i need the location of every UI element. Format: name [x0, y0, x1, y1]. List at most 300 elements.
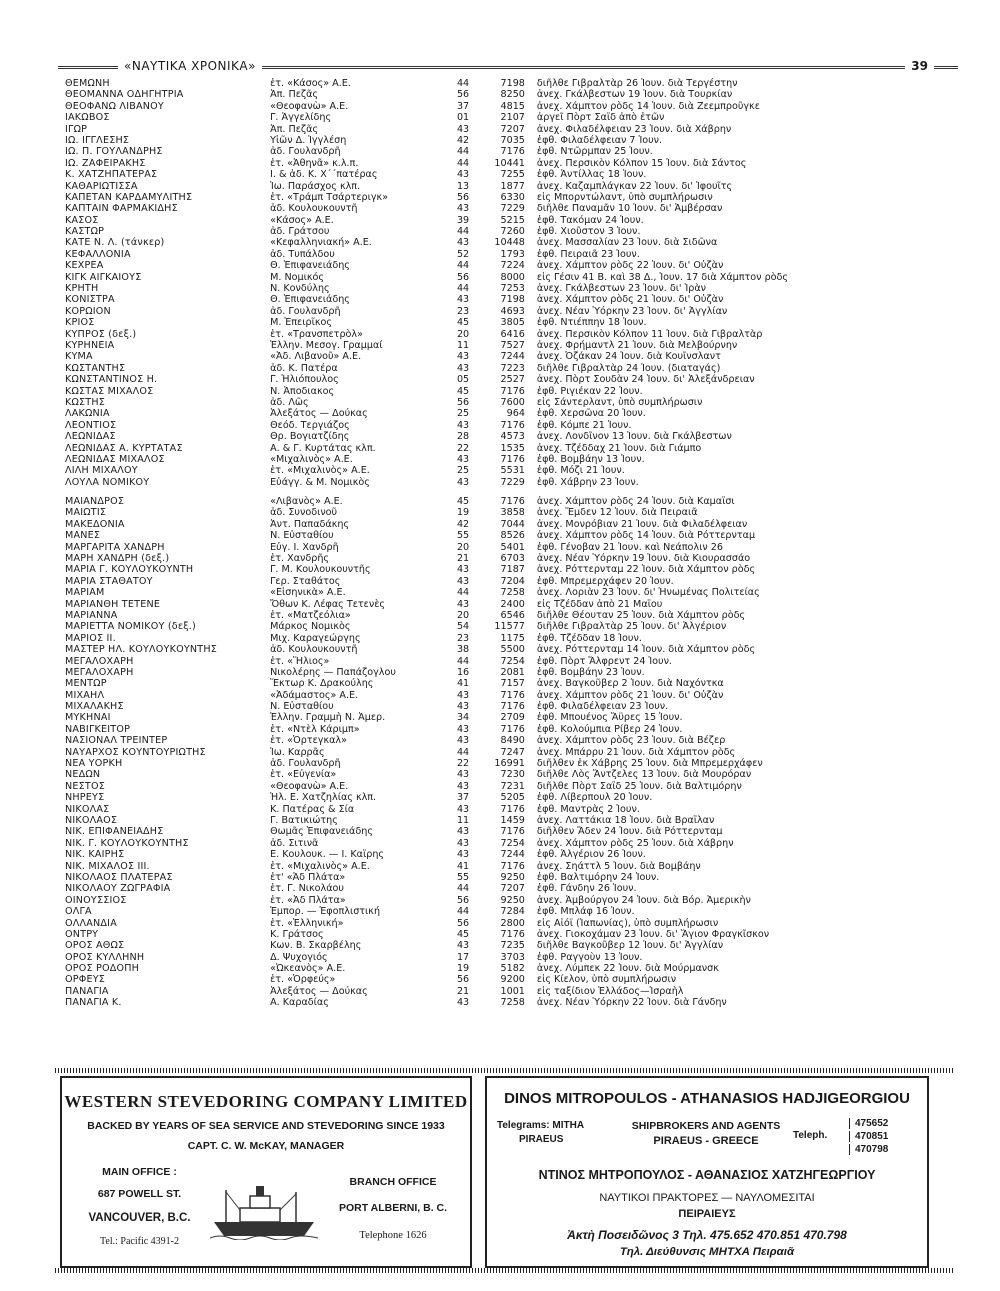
ship-row [65, 89, 965, 100]
ship-owner: ἀδ. Λῶς [270, 396, 309, 408]
ship-name: ΙΩ. Π. ΓΟΥΛΑΝΔΡΗΣ [65, 146, 163, 158]
ship-illustration [210, 1182, 318, 1240]
ship-owner: «Θεοφανὼ» Α.Ε. [270, 100, 349, 112]
ship-row [65, 397, 965, 408]
ship-name: ΜΥΚΗΝΑΙ [65, 712, 111, 724]
ad-main-office-tel: Tel.: Pacific 4391-2 [100, 1236, 179, 1247]
ship-tonnage: 7176 [500, 453, 525, 465]
ship-position: ἐφθ. Μπουένος Ἄϋρες 15 Ἰουν. [536, 712, 683, 724]
ship-name: ΝΙΚ. Γ. ΚΟΥΛΟΥΚΟΥΝΤΗΣ [65, 837, 189, 849]
ship-row [65, 895, 965, 906]
ship-position: ἐφθ. Χερσῶνα 20 Ἰουν. [536, 408, 646, 420]
ship-name: ΝΕΔΩΝ [65, 769, 101, 781]
ship-owner: «Κάσος» Α.Ε. [270, 214, 334, 226]
ship-row [65, 758, 965, 769]
ship-built-year: 16 [456, 666, 470, 678]
ship-row [65, 135, 965, 146]
ad-telegrams-city: PIRAEUS [519, 1134, 564, 1145]
ship-name: ΝΑΒΙΓΚΕΙΤΟΡ [65, 723, 131, 735]
ship-row [65, 124, 965, 135]
ship-name: ΘΕΟΜΑΝΝΑ ΟΔΗΓΗΤΡΙΑ [65, 89, 184, 101]
ship-owner: ἑτ. «Εὐγενία» [270, 769, 337, 781]
ship-tonnage: 7253 [500, 283, 525, 295]
ship-row [65, 519, 965, 530]
ship-tonnage: 11577 [494, 621, 525, 633]
ship-owner: «Ἀδάμαστος» Α.Ε. [270, 689, 359, 701]
ship-row [65, 443, 965, 454]
ship-row [65, 906, 965, 917]
ship-owner: Ε. Κουλουκ. — Ι. Καΐρης [270, 849, 385, 861]
ship-row [65, 78, 965, 89]
ship-position: εἰς ταξίδιον Ἑλλάδος—Ἰσραὴλ [536, 985, 684, 997]
ship-tonnage: 1877 [500, 180, 525, 192]
ship-owner: ἑτ. «Ὀρτεγκαλ» [270, 735, 347, 747]
ship-owner: Ν. Κονδύλης [270, 283, 330, 295]
ship-owner: Ἀλεξάτος — Δούκας [270, 408, 368, 420]
ship-built-year: 44 [456, 906, 470, 918]
ship-name: ΚΥΜΑ [65, 351, 93, 363]
ship-name: ΟΝΤΡΥ [65, 928, 99, 940]
ship-name: ΜΑΙΑΝΔΡΟΣ [65, 496, 125, 508]
ship-name: ΚΥΠΡΟΣ (δεξ.) [65, 328, 137, 340]
ship-built-year: 44 [456, 226, 470, 238]
ship-row [65, 826, 965, 837]
ship-tonnage: 5531 [500, 465, 525, 477]
ship-tonnage: 7187 [500, 564, 525, 576]
ship-position: ἀνεχ. Χάμπτον ρὸδς 23 Ἰουν. διὰ Βέζερ [536, 735, 726, 747]
ship-owner: ἀδ. Συνοδινοῦ [270, 507, 338, 519]
ad-main-office-city: VANCOUVER, B.C. [88, 1212, 191, 1224]
ship-tonnage: 1535 [500, 442, 525, 454]
ship-row [65, 112, 965, 123]
ship-row [65, 260, 965, 271]
ship-name: ΜΑΙΩΤΙΣ [65, 507, 107, 519]
ship-owner: «Κεφαλληνιακή» Α.Ε. [270, 237, 372, 249]
ship-name: ΝΗΡΕΥΣ [65, 792, 105, 804]
ship-position: ἀργεῖ Πὸρτ Σαΐδ ἀπὸ ἐτῶν [536, 112, 665, 124]
ship-owner: ἑτ. «Κάσος» Α.Ε. [270, 78, 351, 89]
ship-name: ΜΕΓΑΛΟΧΑΡΗ [65, 666, 134, 678]
ship-tonnage: 7176 [500, 723, 525, 735]
ad-telegraph-gr: Τηλ. Διεύθυνσις ΜΗΤΧΑ Πειραιᾶ [619, 1246, 795, 1258]
ship-tonnage: 1459 [500, 815, 525, 826]
ship-name: ΜΑΡΙΑΝΝΑ [65, 609, 118, 621]
ship-name: ΚΥΡΗΝΕΙΑ [65, 339, 115, 351]
ship-row [65, 329, 965, 340]
ship-owner: Θεόδ. Τεργιάζος [270, 419, 350, 431]
ship-built-year: 44 [456, 146, 470, 158]
ship-tonnage: 7176 [500, 928, 525, 940]
ship-built-year: 20 [456, 541, 470, 553]
ship-owner: Μιχ. Καραγεώργης [270, 632, 361, 644]
ship-name: ΝΕΣΤΟΣ [65, 780, 105, 792]
ship-built-year: 43 [456, 575, 470, 587]
ship-built-year: 43 [456, 351, 470, 363]
ship-row [65, 724, 965, 735]
ship-built-year: 43 [456, 123, 470, 135]
ship-position: ἀνεχ. Φρήμαντλ 21 Ἰουν. διὰ Μελβούρνην [536, 339, 738, 351]
ship-row [65, 317, 965, 328]
ship-listing [65, 78, 965, 1009]
ship-built-year: 56 [456, 89, 470, 101]
ship-position: ἀνεχ. Γιοκοχάμαν 23 Ἰουν. δι' Ἅγιον Φραγκῖσκον [536, 928, 770, 940]
ship-row [65, 530, 965, 541]
ship-built-year: 45 [456, 928, 470, 940]
ship-position: διῆλθεν ἐκ Χάβρης 25 Ἰουν. διὰ Μπρεμερχάφεν [536, 758, 763, 770]
ship-tonnage: 8490 [500, 735, 525, 747]
ship-tonnage: 7527 [500, 339, 525, 351]
ship-name: ΚΩΝΣΤΑΝΤΙΝΟΣ Η. [65, 374, 158, 386]
ship-position: ἀνεχ. Νέαν Ὑόρκην 23 Ἰουν. δι' Ἀγγλίαν [536, 305, 728, 317]
ad-phone: 470798 [849, 1144, 925, 1155]
ship-name: ΚΟΡΩΙΟΝ [65, 305, 111, 317]
ship-owner: Υἱῶν Δ. Ἰγγλέση [270, 134, 347, 146]
ship-owner: Ἑλλην. Μεσογ. Γραμμαί [270, 339, 383, 351]
ship-row [65, 226, 965, 237]
ship-row [65, 386, 965, 397]
ship-built-year: 37 [456, 792, 470, 804]
ship-built-year: 13 [456, 180, 470, 192]
ship-position: διῆλθε Θέουταν 25 Ἰουν. διὰ Χάμπτον ρὸδς [536, 609, 746, 621]
ship-name: ΜΑΡΙΑ Γ. ΚΟΥΛΟΥΚΟΥΝΤΗ [65, 564, 194, 576]
ship-position: ἀνεχ. Περσικὸν Κόλπον 11 Ἰουν. διὰ Γιβραλτὰρ [536, 328, 763, 340]
ship-name: ΙΓΩΡ [65, 123, 88, 135]
ship-name: ΚΡΙΟΣ [65, 317, 95, 329]
ship-owner: Ι. & ἀδ. Κ. Χ΄΄πατέρας [270, 169, 378, 181]
ship-position: διῆλθε Λὸς Ἄντζελες 13 Ἰουν. διὰ Μουρόραν [536, 769, 752, 781]
ship-name: ΟΙΝΟΥΣΣΙΟΣ [65, 894, 127, 906]
ship-position: ἐφθ. Λίβερπουλ 20 Ἰουν. [536, 792, 653, 804]
ship-owner: Γ. Μ. Κουλουκουντῆς [270, 564, 371, 576]
ship-tonnage: 5205 [500, 792, 525, 804]
ship-built-year: 20 [456, 609, 470, 621]
ship-position: ἀνεχ. Μονρόβιαν 21 Ἰουν. διὰ Φιλαδέλφειαν [536, 518, 748, 530]
ship-built-year: 43 [456, 476, 470, 488]
ship-position: διῆλθε Βαγκοῦβερ 12 Ἰουν. δι' Ἀγγλίαν [536, 940, 724, 952]
ship-built-year: 43 [456, 837, 470, 849]
ship-row [65, 146, 965, 157]
ad-tagline: BACKED BY YEARS OF SEA SERVICE AND STEVEDORING SINCE 1933 [87, 1120, 445, 1132]
ship-position: εἰς Τζέδδαν ἀπὸ 21 Μαΐου [536, 598, 663, 610]
ship-tonnage: 7176 [500, 826, 525, 838]
ship-built-year: 54 [456, 621, 470, 633]
ship-tonnage: 5500 [500, 644, 525, 656]
ship-built-year: 43 [456, 849, 470, 861]
ship-tonnage: 5401 [500, 541, 525, 553]
ship-built-year: 43 [456, 769, 470, 781]
ship-tonnage: 5182 [500, 963, 525, 975]
ad-band-bottom [55, 1268, 955, 1273]
ship-row [65, 420, 965, 431]
ship-row [65, 351, 965, 362]
ship-name: ΜΑΡΙΟΣ ΙΙ. [65, 632, 116, 644]
ship-position: ἐφθ. Βαλτιμόρην 24 Ἰουν. [536, 871, 660, 883]
ship-row [65, 408, 965, 419]
ship-tonnage: 7229 [500, 203, 525, 215]
ship-row [65, 792, 965, 803]
ad-branch-label: BRANCH OFFICE [349, 1176, 437, 1188]
ship-built-year: 44 [456, 283, 470, 295]
ship-name: ΚΕΦΑΛΛΟΝΙΑ [65, 248, 131, 260]
ship-owner: «Εἰσηνικὰ» Α.Ε. [270, 587, 346, 599]
magazine-title: «ΝΑΥΤΙΚΑ ΧΡΟΝΙΚΑ» [118, 58, 262, 74]
ship-name: ΝΑΣΙΟΝΑΛ ΤΡΕΙΝΤΕΡ [65, 735, 168, 747]
ship-owner: Ἠλ. Ε. Χατζηλίας κλπ. [270, 792, 377, 804]
ship-owner: Γ. Βατικιώτης [270, 815, 338, 826]
ship-tonnage: 2709 [500, 712, 525, 724]
ad-business-gr: ΝΑΥΤΙΚΟΙ ΠΡΑΚΤΟΡΕΣ — ΝΑΥΛΟΜΕΣΙΤΑΙ [599, 1192, 815, 1204]
ship-row [65, 929, 965, 940]
ship-row [65, 465, 965, 476]
ship-position: ἀνεχ. Σηάττλ 5 Ἰουν. διὰ Βομβάην [536, 860, 701, 872]
ship-position: ἀνεχ. Γκάλβεστων 23 Ἰουν. δι' Ἰρὰν [536, 283, 707, 295]
ship-built-year: 41 [456, 678, 470, 690]
ship-name: ΜΑΡΓΑΡΙΤΑ ΧΑΝΔΡΗ [65, 541, 165, 553]
ship-row [65, 237, 965, 248]
ship-row [65, 712, 965, 723]
ship-name: ΜΑΚΕΔΟΝΙΑ [65, 518, 125, 530]
ship-position: ἀνεχ. Λονδῖνον 13 Ἰουν. διὰ Γκάλβεστων [536, 431, 732, 443]
ship-name: ΜΕΓΑΛΟΧΑΡΗ [65, 655, 134, 667]
ship-owner: Ὄθων Κ. Λέφας Τετενὲς [270, 598, 386, 610]
ship-position: ἐφθ. Ραγγοὺν 13 Ἰουν. [536, 951, 643, 963]
ship-owner: Γερ. Σταθάτος [270, 575, 341, 587]
ship-row [65, 952, 965, 963]
ship-built-year: 43 [456, 735, 470, 747]
ship-owner: ἑτ. «Ντὲλ Κάριμπ» [270, 723, 360, 735]
ship-tonnage: 8000 [500, 271, 525, 283]
ship-position: ἐφθ. Κόμπε 21 Ἰουν. [536, 419, 632, 431]
ship-row [65, 997, 965, 1008]
ship-owner: «Ἀδ. Λιβανοῦ» Α.Ε. [270, 351, 362, 363]
ship-built-year: 45 [456, 317, 470, 329]
ship-name: ΚΑΠΤΑΙΝ ΦΑΡΜΑΚΙΔΗΣ [65, 203, 178, 215]
ship-row [65, 656, 965, 667]
ship-position: ἐφθ. Ἀντίλλας 18 Ἰουν. [536, 169, 647, 181]
ship-position: ἀνεχ. Πὸρτ Σουδὰν 24 Ἰουν. δι' Ἀλεξάνδρειαν [536, 374, 755, 386]
ship-position: ἀνεχ. Χάμπτον ρὸδς 24 Ἰουν. διὰ Καμαΐσι [536, 496, 735, 508]
ship-position: ἀνεχ. Λοριὰν 23 Ἰουν. δι' Ἡνωμένας Πολιτείας [536, 587, 760, 599]
ad-location: PIRAEUS - GREECE [653, 1135, 759, 1147]
ship-row [65, 158, 965, 169]
ship-name: ΚΑΤΕ Ν. Λ. (τάνκερ) [65, 237, 165, 249]
ship-tonnage: 8526 [500, 530, 525, 542]
ship-position: ἐφθ. Κολούμπια Ρίβερ 24 Ἰουν. [536, 723, 683, 735]
ship-name: ΝΑΥΑΡΧΟΣ ΚΟΥΝΤΟΥΡΙΩΤΗΣ [65, 746, 206, 758]
ship-built-year: 44 [456, 746, 470, 758]
ship-owner: ἑτ. «Ἀδ Πλάτα» [270, 894, 346, 906]
ship-row [65, 940, 965, 951]
ship-built-year: 20 [456, 328, 470, 340]
ship-owner: Νικολέρης — Παπάζογλου [270, 666, 396, 678]
ship-row [65, 553, 965, 564]
ship-row [65, 599, 965, 610]
ship-owner: ἑτ. Χανδρῆς [270, 553, 330, 565]
ship-position: διῆλθε Πὸρτ Σαΐδ 25 Ἰουν. διὰ Βαλτιμόρην [536, 780, 742, 792]
ship-tonnage: 7231 [500, 780, 525, 792]
ad-phone: 470851 [849, 1131, 925, 1142]
ship-owner: ἑτ. «Ἑλληνική» [270, 917, 344, 929]
ship-owner: ἀδ. Κουλουκουντῆ [270, 203, 358, 215]
ship-built-year: 43 [456, 997, 470, 1009]
ship-position: ἀνεχ. Βαγκοῦβερ 2 Ἰουν. διὰ Ναχόντκα [536, 678, 724, 690]
ship-row [65, 883, 965, 894]
ship-position: ἐφθ. Βομβάην 13 Ἰουν. [536, 453, 645, 465]
ad-business: SHIPBROKERS AND AGENTS [631, 1120, 781, 1132]
ship-name: ΚΩΣΤΑΣ ΜΙΧΑΛΟΣ [65, 385, 154, 397]
ship-built-year: 52 [456, 248, 470, 260]
ship-tonnage: 6330 [500, 191, 525, 203]
ship-tonnage: 7258 [500, 587, 525, 599]
ship-built-year: 43 [456, 419, 470, 431]
ship-row [65, 249, 965, 260]
ship-row [65, 747, 965, 758]
ship-tonnage: 6416 [500, 328, 525, 340]
ship-tonnage: 7600 [500, 396, 525, 408]
ship-owner: ἑτ. «Ματζεόλια» [270, 609, 351, 621]
ship-built-year: 28 [456, 431, 470, 443]
ship-owner: Ν. Ἀποδιακος [270, 385, 335, 397]
ship-name: Κ. ΧΑΤΖΗΠΑΤΕΡΑΣ [65, 169, 158, 181]
western-stevedoring-ad [60, 1076, 472, 1268]
ship-built-year: 43 [456, 826, 470, 838]
ship-row [65, 678, 965, 689]
ship-owner: ἑτ. «Ὀρφεύς» [270, 974, 336, 986]
ship-owner: «Λιβανὸς» Α.Ε. [270, 496, 343, 508]
ship-position: ἐφθ. Τζέδδαν 18 Ἰουν. [536, 632, 642, 644]
ship-owner: Ἀλεξάτος — Δούκας [270, 985, 368, 997]
ship-owner: ἀδ. Γουλανδρῆ [270, 758, 341, 770]
ship-tonnage: 4573 [500, 431, 525, 443]
ship-position: ἐφθ. Πὸρτ Ἄλφρεντ 24 Ἰουν. [536, 655, 672, 667]
ship-tonnage: 7229 [500, 476, 525, 488]
ship-name: ΟΡΟΣ ΚΥΛΛΗΝΗ [65, 951, 145, 963]
ship-row [65, 781, 965, 792]
ship-tonnage: 10448 [494, 237, 525, 249]
ship-tonnage: 7157 [500, 678, 525, 690]
ship-tonnage: 7235 [500, 940, 525, 952]
ship-name: ΝΙΚ. ΜΙΧΑΛΟΣ ΙΙΙ. [65, 860, 150, 872]
ship-built-year: 45 [456, 496, 470, 508]
ship-built-year: 37 [456, 100, 470, 112]
ship-built-year: 38 [456, 644, 470, 656]
ship-name: ΝΙΚΟΛΑΟΥ ΖΩΓΡΑΦΙΑ [65, 883, 171, 895]
ship-name: ΛΙΛΗ ΜΙΧΑΛΟΥ [65, 465, 138, 477]
ship-built-year: 44 [456, 78, 470, 89]
ship-row [65, 986, 965, 997]
ship-built-year: 44 [456, 883, 470, 895]
ship-built-year: 43 [456, 203, 470, 215]
ad-manager: CAPT. C. W. McKAY, MANAGER [187, 1140, 345, 1152]
ship-built-year: 56 [456, 271, 470, 283]
ship-built-year: 25 [456, 408, 470, 420]
ship-tonnage: 7198 [500, 78, 525, 89]
ship-position: ἀνεχ. Λύμπεκ 22 Ἰουν. διὰ Μούρμανσκ [536, 963, 719, 975]
ship-built-year: 01 [456, 112, 470, 124]
ship-built-year: 55 [456, 530, 470, 542]
ship-tonnage: 7255 [500, 169, 525, 181]
ship-name: ΙΑΚΩΒΟΣ [65, 112, 110, 124]
ship-tonnage: 7244 [500, 351, 525, 363]
ship-name: ΛΑΚΩΝΙΑ [65, 408, 110, 420]
ship-tonnage: 6703 [500, 553, 525, 565]
ship-tonnage: 16991 [494, 758, 525, 770]
ship-row [65, 294, 965, 305]
ship-owner: Γ. Ἀγγελίδης [270, 112, 332, 124]
ship-position: ἐφθ. Μπρεμερχάφεν 20 Ἰουν. [536, 575, 674, 587]
ship-owner: ἑτ. «Τράμπ Τσάρτεριγκ» [270, 191, 389, 203]
ad-teleph-label: Teleph. [793, 1130, 828, 1141]
ship-built-year: 43 [456, 237, 470, 249]
ship-row [65, 587, 965, 598]
ship-name: ΝΙΚ. ΕΠΙΦΑΝΕΙΑΔΗΣ [65, 826, 164, 838]
ship-built-year: 11 [456, 815, 470, 826]
ship-row [65, 963, 965, 974]
ship-row [65, 477, 965, 488]
ship-tonnage: 9250 [500, 871, 525, 883]
ship-position: διῆλθεν Ἄδεν 24 Ἰουν. διὰ Ρόττερνταμ [536, 826, 723, 838]
ship-owner: Γ. Ἡλιόπουλος [270, 374, 339, 386]
ship-built-year: 23 [456, 305, 470, 317]
ship-built-year: 39 [456, 214, 470, 226]
ad-main-office-label: MAIN OFFICE : [102, 1166, 177, 1178]
ship-position: ἀνεχ. Χάμπτον ρὸδς 21 Ἰουν. δι' Οὐζὰν [536, 294, 724, 306]
ship-row [65, 815, 965, 826]
ship-row [65, 363, 965, 374]
ship-position: ἐφθ. Τακόμαν 24 Ἰουν. [536, 214, 644, 226]
ship-position: ἀνεχ. Μασσαλίαν 23 Ἰουν. διὰ Σιδῶνα [536, 237, 718, 249]
ship-row [65, 507, 965, 518]
ship-owner: Εὐγ. Ι. Χανδρῆ [270, 541, 339, 553]
ship-tonnage: 1175 [500, 632, 525, 644]
ship-position: ἀνεχ. Χάμπτον ρὸδς 21 Ἰουν. δι' Οὐζὰν [536, 689, 724, 701]
ship-owner: ἀδ. Σιτινᾶ [270, 837, 319, 849]
ship-built-year: 42 [456, 134, 470, 146]
ship-tonnage: 7176 [500, 689, 525, 701]
ship-owner: ἑτ. «Ἥλιος» [270, 655, 330, 667]
ship-built-year: 11 [456, 339, 470, 351]
ship-name: ΜΑΡΗ ΧΑΝΔΡΗ (δεξ.) [65, 553, 170, 565]
ship-name: ΛΕΩΝΙΔΑΣ ΜΙΧΑΛΟΣ [65, 453, 165, 465]
ship-tonnage: 7260 [500, 226, 525, 238]
ship-tonnage: 7035 [500, 134, 525, 146]
ship-tonnage: 7224 [500, 260, 525, 272]
ship-built-year: 43 [456, 169, 470, 181]
ship-owner: ἑτ. «Τρανσπετρὸλ» [270, 328, 363, 340]
ship-built-year: 44 [456, 260, 470, 272]
ship-tonnage: 8250 [500, 89, 525, 101]
ship-name: ΚΡΗΤΗ [65, 283, 99, 295]
ship-built-year: 44 [456, 157, 470, 169]
ship-name: ΟΛΓΑ [65, 906, 92, 918]
ship-position: ἐφθ. Γένοβαν 21 Ἰουν. καὶ Νεάπολιν 26 [536, 541, 723, 553]
ship-built-year: 19 [456, 507, 470, 519]
ship-tonnage: 3703 [500, 951, 525, 963]
ship-name: ΜΕΝΤΩΡ [65, 678, 107, 690]
ship-built-year: 43 [456, 453, 470, 465]
ship-tonnage: 964 [506, 408, 525, 420]
ship-name: ΝΙΚ. ΚΑΙΡΗΣ [65, 849, 125, 861]
ship-tonnage: 7247 [500, 746, 525, 758]
ship-name: ΝΙΚΟΛΑΣ [65, 803, 110, 815]
ship-tonnage: 2400 [500, 598, 525, 610]
ship-owner: ἑτ. «Ἀθηνᾶ» κ.λ.π. [270, 157, 359, 169]
ship-position: ἀνεχ. Χάμπτον ρὸδς 25 Ἰουν. διὰ Χάβρην [536, 837, 734, 849]
ship-tonnage: 7176 [500, 860, 525, 872]
ship-built-year: 19 [456, 963, 470, 975]
page-number: 39 [905, 58, 934, 74]
ship-position: ἐφθ. Χιοῦστον 3 Ἰουν. [536, 226, 641, 238]
